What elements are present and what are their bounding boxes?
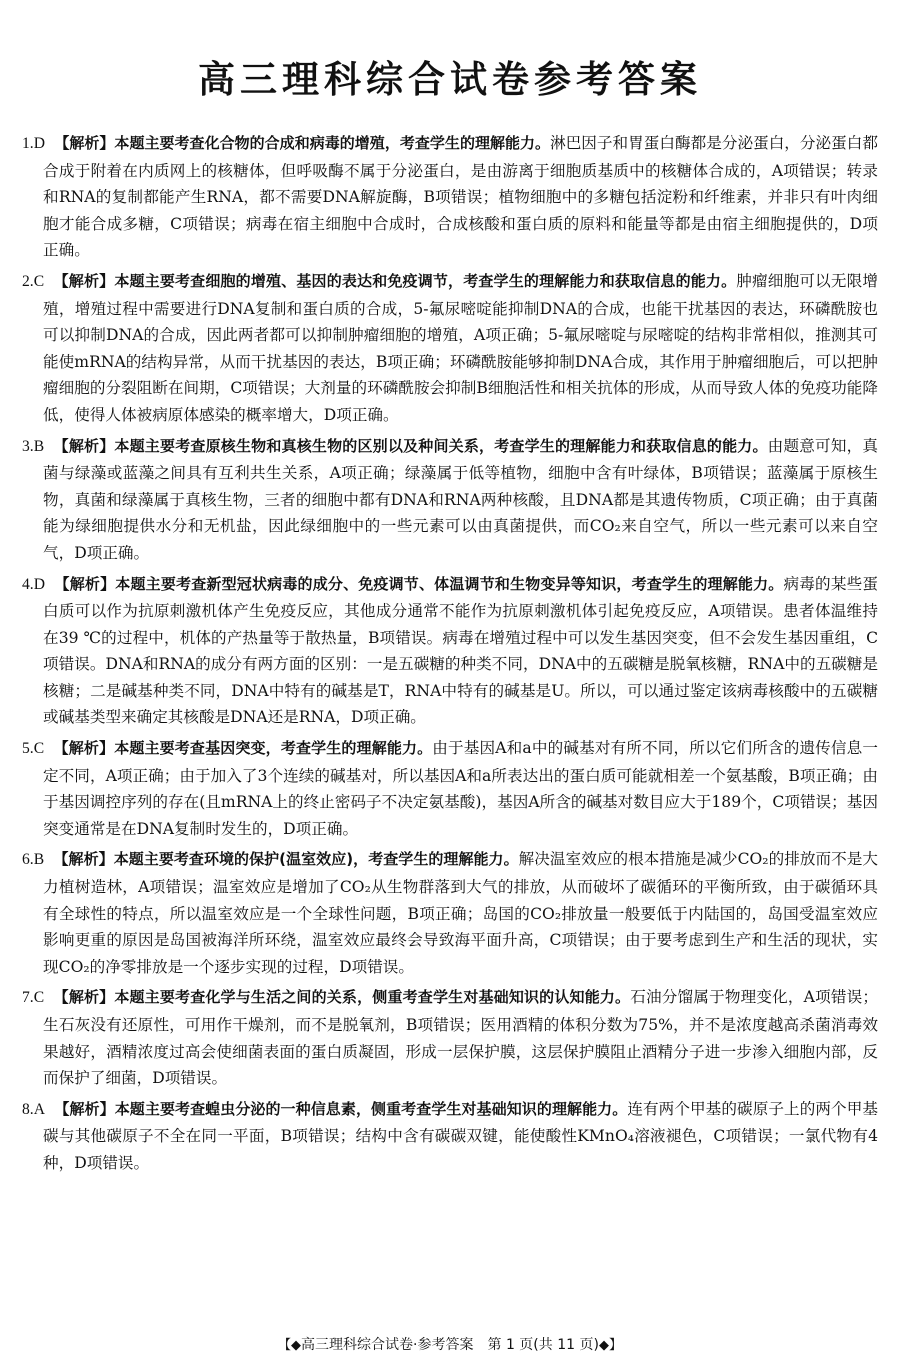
item-body: 病毒的某些蛋白质可以作为抗原刺激机体产生免疫反应，其他成分通常不能作为抗原刺激机体引起免疫反应，A项错误。患者体温维持在39 ℃的过程中，机体的产热量等于散热量，B项错误。病毒在增殖过程中可以发生基因突变，但不会发生基因重组，C项错误。DNA和RNA的成分有两方面的区别：一是五碳糖的种类不同，DNA中的五碳糖是脱氧核糖，RNA中的五碳糖是核糖；二是碱基种类不同，DNA中特有的碱基是T，RNA中特有的碱基是U。所以，可以通过鉴定该病毒核酸中的五碳糖或碱基类型来确定其核酸是DNA还是RNA，D项正确。 xyxy=(43,574,878,727)
item-lead: 【解析】本题主要考查细胞的增殖、基因的表达和免疫调节，考查学生的理解能力和获取信息的能力。 xyxy=(53,271,737,290)
footer-left-mark: 【◆ xyxy=(278,1338,302,1353)
item-lead: 【解析】本题主要考查原核生物和真核生物的区别以及种间关系，考查学生的理解能力和获取信息的能力。 xyxy=(53,436,768,455)
footer-text: 高三理科综合试卷·参考答案 第 1 页(共 11 页) xyxy=(301,1337,599,1353)
answer-item xyxy=(22,1096,878,1177)
answer-item xyxy=(22,130,878,264)
item-answer: B xyxy=(33,851,45,869)
item-body: 连有两个甲基的碳原子上的两个甲基碳与其他碳原子不全在同一平面，B项错误；结构中含有碳碳双键，能使酸性KMnO₄溶液褪色，C项错误；一氯代物有4种，D项错误。 xyxy=(43,1099,878,1172)
answer-item xyxy=(22,433,878,567)
answer-item xyxy=(22,984,878,1091)
item-number: 7. xyxy=(22,989,34,1007)
item-number: 6. xyxy=(22,851,34,869)
answer-item xyxy=(22,268,878,429)
item-body: 淋巴因子和胃蛋白酶都是分泌蛋白，分泌蛋白都合成于附着在内质网上的核糖体，但呼吸酶不属于分泌蛋白，是由游离于细胞质基质中的核糖体合成的，A项错误；转录和RNA的复制都能产生RNA，都不需要DNA解旋酶，B项错误；植物细胞中的多糖包括淀粉和纤维素，并非只有叶肉细胞才能合成多糖，C项错误；病毒在宿主细胞中合成时，合成核酸和蛋白质的原料和能量等都是由宿主细胞提供的，D项正确。 xyxy=(43,134,878,260)
footer-right-mark: ◆】 xyxy=(598,1338,622,1353)
answer-list xyxy=(22,130,878,1177)
item-number: 8. xyxy=(22,1100,34,1118)
answer-item xyxy=(22,846,879,980)
item-body: 石油分馏属于物理变化，A项错误；生石灰没有还原性，可用作干燥剂，而不是脱氧剂，B项错误；医用酒精的体积分数为75%，并不是浓度越高杀菌消毒效果越好，酒精浓度过高会使细菌表面的蛋白质凝固，形成一层保护膜，这层保护膜阻止酒精分子进一步渗入细胞内部，反而保护了细菌，D项错误。 xyxy=(43,988,878,1088)
item-answer: D xyxy=(33,575,45,593)
item-number: 3. xyxy=(22,437,34,455)
item-body: 肿瘤细胞可以无限增殖，增殖过程中需要进行DNA复制和蛋白质的合成，5-氟尿嘧啶能抑制DNA的合成，也能干扰基因的表达，环磷酰胺也可以抑制DNA的合成，因此两者都可以抑制肿瘤细胞的增殖，A项正确；5-氟尿嘧啶与尿嘧啶的结构非常相似，推测其可能使mRNA的结构异常，从而干扰基因的表达，B项正确；环磷酰胺能够抑制DNA合成，其作用于肿瘤细胞后，可以把肿瘤细胞的分裂阻断在间期，C项错误；大剂量的环磷酰胺会抑制B细胞活性和相关抗体的形成，从而导致人体的免疫功能降低，使得人体被病原体感染的概率增大，D项正确。 xyxy=(43,271,878,424)
item-answer: C xyxy=(33,740,45,758)
answer-item xyxy=(22,571,878,732)
item-body: 由于基因A和a中的碱基对有所不同，所以它们所含的遗传信息一定不同，A项正确；由于加入了3个连续的碱基对，所以基因A和a所表达出的蛋白质可能就相差一个氨基酸，B项正确；由于基因调控序列的存在(且mRNA上的终止密码子不决定氨基酸)，基因A所含的碱基对数目应大于189个，C项错误；基因突变通常是在DNA复制时发生的，D项正确。 xyxy=(43,739,878,838)
item-body: 解决温室效应的根本措施是减少CO₂的排放而不是大力植树造林，A项错误；温室效应是增加了CO₂从生物群落到大气的排放，从而破坏了碳循环的平衡所致，由于碳循环具有全球性的特点，所以温室效应是一个全球性问题，B项正确；岛国的CO₂排放量一般要低于内陆国的，岛国受温室效应影响更重的原因是岛国被海洋所环绕，温室效应最终会导致海平面升高，C项错误；由于要考虑到生产和生活的现状，实现CO₂的净零排放是一个逐步实现的过程，D项错误。 xyxy=(43,850,879,976)
item-lead: 【解析】本题主要考查化学与生活之间的关系，侧重考查学生对基础知识的认知能力。 xyxy=(53,988,631,1007)
item-lead: 【解析】本题主要考查蝗虫分泌的一种信息素，侧重考查学生对基础知识的理解能力。 xyxy=(54,1099,628,1118)
page-footer xyxy=(0,1334,900,1354)
item-lead: 【解析】本题主要考查化合物的合成和病毒的增殖，考查学生的理解能力。 xyxy=(54,134,551,152)
item-number: 1. xyxy=(22,135,34,152)
page-title: 高三理科综合试卷参考答案 xyxy=(198,58,702,101)
item-lead: 【解析】本题主要考查基因突变，考查学生的理解能力。 xyxy=(53,739,433,758)
item-answer: A xyxy=(33,1100,45,1118)
item-answer: D xyxy=(33,135,45,152)
answer-item xyxy=(22,735,878,842)
item-lead: 【解析】本题主要考查新型冠状病毒的成分、免疫调节、体温调节和生物变异等知识，考查学生的理解能力。 xyxy=(54,574,784,593)
item-number: 5. xyxy=(22,740,34,758)
item-body: 由题意可知，真菌与绿藻或蓝藻之间具有互利共生关系，A项正确；绿藻属于低等植物，细胞中含有叶绿体，B项错误；蓝藻属于原核生物，真菌和绿藻属于真核生物，三者的细胞中都有DNA和RNA两种核酸，且DNA都是其遗传物质，C项正确；由于真菌能为绿细胞提供水分和无机盐，因此绿细胞中的一些元素可以由真菌提供，而CO₂来自空气，所以一些元素可以来自空气，D项正确。 xyxy=(43,436,878,562)
item-number: 2. xyxy=(22,272,34,290)
item-answer: C xyxy=(33,272,45,290)
item-answer: C xyxy=(33,989,45,1007)
item-answer: B xyxy=(33,437,45,455)
item-number: 4. xyxy=(22,575,34,593)
item-lead: 【解析】本题主要考查环境的保护(温室效应)，考查学生的理解能力。 xyxy=(53,850,519,869)
